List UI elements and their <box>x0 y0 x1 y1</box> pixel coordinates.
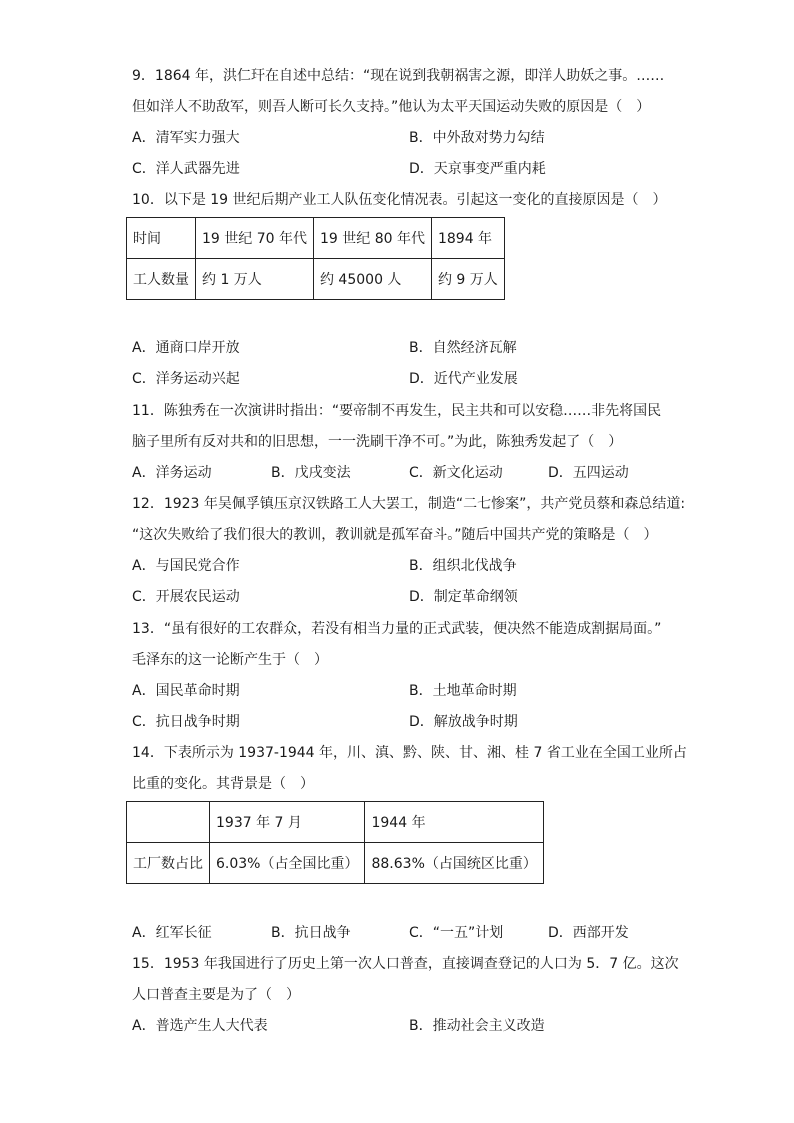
q13-option-c: C．抗日战争时期 <box>132 714 240 730</box>
table-cell <box>127 802 210 843</box>
q14-option-b: B．抗日战争 <box>271 925 351 941</box>
q11-stem-line1: 11．陈独秀在一次演讲时指出：“要帝制不再发生，民主共和可以安稳……非先将国民 <box>132 403 662 419</box>
q12-stem-line1: 12．1923 年吴佩孚镇压京汉铁路工人大罢工，制造“二七惨案”，共产党员蔡和森总结道: <box>132 496 686 512</box>
table-row <box>127 843 544 884</box>
q15-option-a: A．普选产生人大代表 <box>132 1018 268 1034</box>
table-cell: 约 1 万人 <box>196 259 314 300</box>
q9-option-b: B．中外敌对势力勾结 <box>409 130 545 146</box>
table-cell: 1937 年 7 月 <box>210 802 365 843</box>
q14-option-c: C．“一五”计划 <box>409 925 504 941</box>
table-cell: 1944 年 <box>365 802 543 843</box>
q9-option-a: A．清军实力强大 <box>132 130 240 146</box>
q9-option-d: D．天京事变严重内耗 <box>409 161 546 177</box>
q11-option-c: C．新文化运动 <box>409 465 503 481</box>
q10-option-b: B．自然经济瓦解 <box>409 340 517 356</box>
table-cell: 时间 <box>127 218 196 259</box>
table-cell: 约 45000 人 <box>313 259 431 300</box>
table-cell: 19 世纪 80 年代 <box>313 218 431 259</box>
q10-option-c: C．洋务运动兴起 <box>132 371 240 387</box>
table-cell: 工厂数占比 <box>127 843 210 884</box>
q15-stem-line1: 15．1953 年我国进行了历史上第一次人口普查，直接调查登记的人口为 5．7 亿。这次 <box>132 956 679 972</box>
table-cell: 约 9 万人 <box>431 259 504 300</box>
table-row <box>127 259 505 300</box>
table-cell: 1894 年 <box>431 218 504 259</box>
table-cell: 6.03%（占全国比重） <box>210 843 365 884</box>
q13-stem-line1: 13．“虽有很好的工农群众，若没有相当力量的正式武装，便决然不能造成割据局面。” <box>132 621 662 637</box>
q14-stem-line2: 比重的变化。其背景是（ ） <box>132 776 314 792</box>
q11-option-d: D．五四运动 <box>548 465 629 481</box>
table-cell: 工人数量 <box>127 259 196 300</box>
q11-option-b: B．戊戌变法 <box>271 465 351 481</box>
q14-option-d: D．西部开发 <box>548 925 629 941</box>
table-row <box>127 218 505 259</box>
table-cell: 88.63%（占国统区比重） <box>365 843 543 884</box>
q13-stem-line2: 毛泽东的这一论断产生于（ ） <box>132 652 328 668</box>
q9-stem-line1: 9．1864 年，洪仁玕在自述中总结：“现在说到我朝祸害之源，即洋人助妖之事。…… <box>132 68 665 84</box>
q10-option-a: A．通商口岸开放 <box>132 340 240 356</box>
q10-stem-line1: 10．以下是 19 世纪后期产业工人队伍变化情况表。引起这一变化的直接原因是（ ） <box>132 192 667 208</box>
q12-option-a: A．与国民党合作 <box>132 558 240 574</box>
q13-option-b: B．土地革命时期 <box>409 683 517 699</box>
q14-stem-line1: 14．下表所示为 1937-1944 年，川、滇、黔、陕、甘、湘、桂 7 省工业在全国工业所占 <box>132 745 687 761</box>
q14-option-a: A．红军长征 <box>132 925 212 941</box>
q11-option-a: A．洋务运动 <box>132 465 212 481</box>
q13-option-a: A．国民革命时期 <box>132 683 240 699</box>
q10-option-d: D．近代产业发展 <box>409 371 518 387</box>
q9-stem-line2: 但如洋人不助敌军，则吾人断可长久支持。”他认为太平天国运动失败的原因是（ ） <box>132 99 651 115</box>
table-cell: 19 世纪 70 年代 <box>196 218 314 259</box>
q14-table <box>126 801 544 884</box>
q11-stem-line2: 脑子里所有反对共和的旧思想，一一洗刷干净不可。”为此，陈独秀发起了（ ） <box>132 434 623 450</box>
q9-option-c: C．洋人武器先进 <box>132 161 240 177</box>
q15-stem-line2: 人口普查主要是为了（ ） <box>132 987 300 1003</box>
q10-table <box>126 217 505 300</box>
table-row <box>127 802 544 843</box>
q12-stem-line2: “这次失败给了我们很大的教训，教训就是孤军奋斗。”随后中国共产党的策略是（ ） <box>132 527 658 543</box>
q13-option-d: D．解放战争时期 <box>409 714 518 730</box>
q12-option-c: C．开展农民运动 <box>132 589 240 605</box>
q12-option-b: B．组织北伐战争 <box>409 558 517 574</box>
q12-option-d: D．制定革命纲领 <box>409 589 518 605</box>
q15-option-b: B．推动社会主义改造 <box>409 1018 545 1034</box>
